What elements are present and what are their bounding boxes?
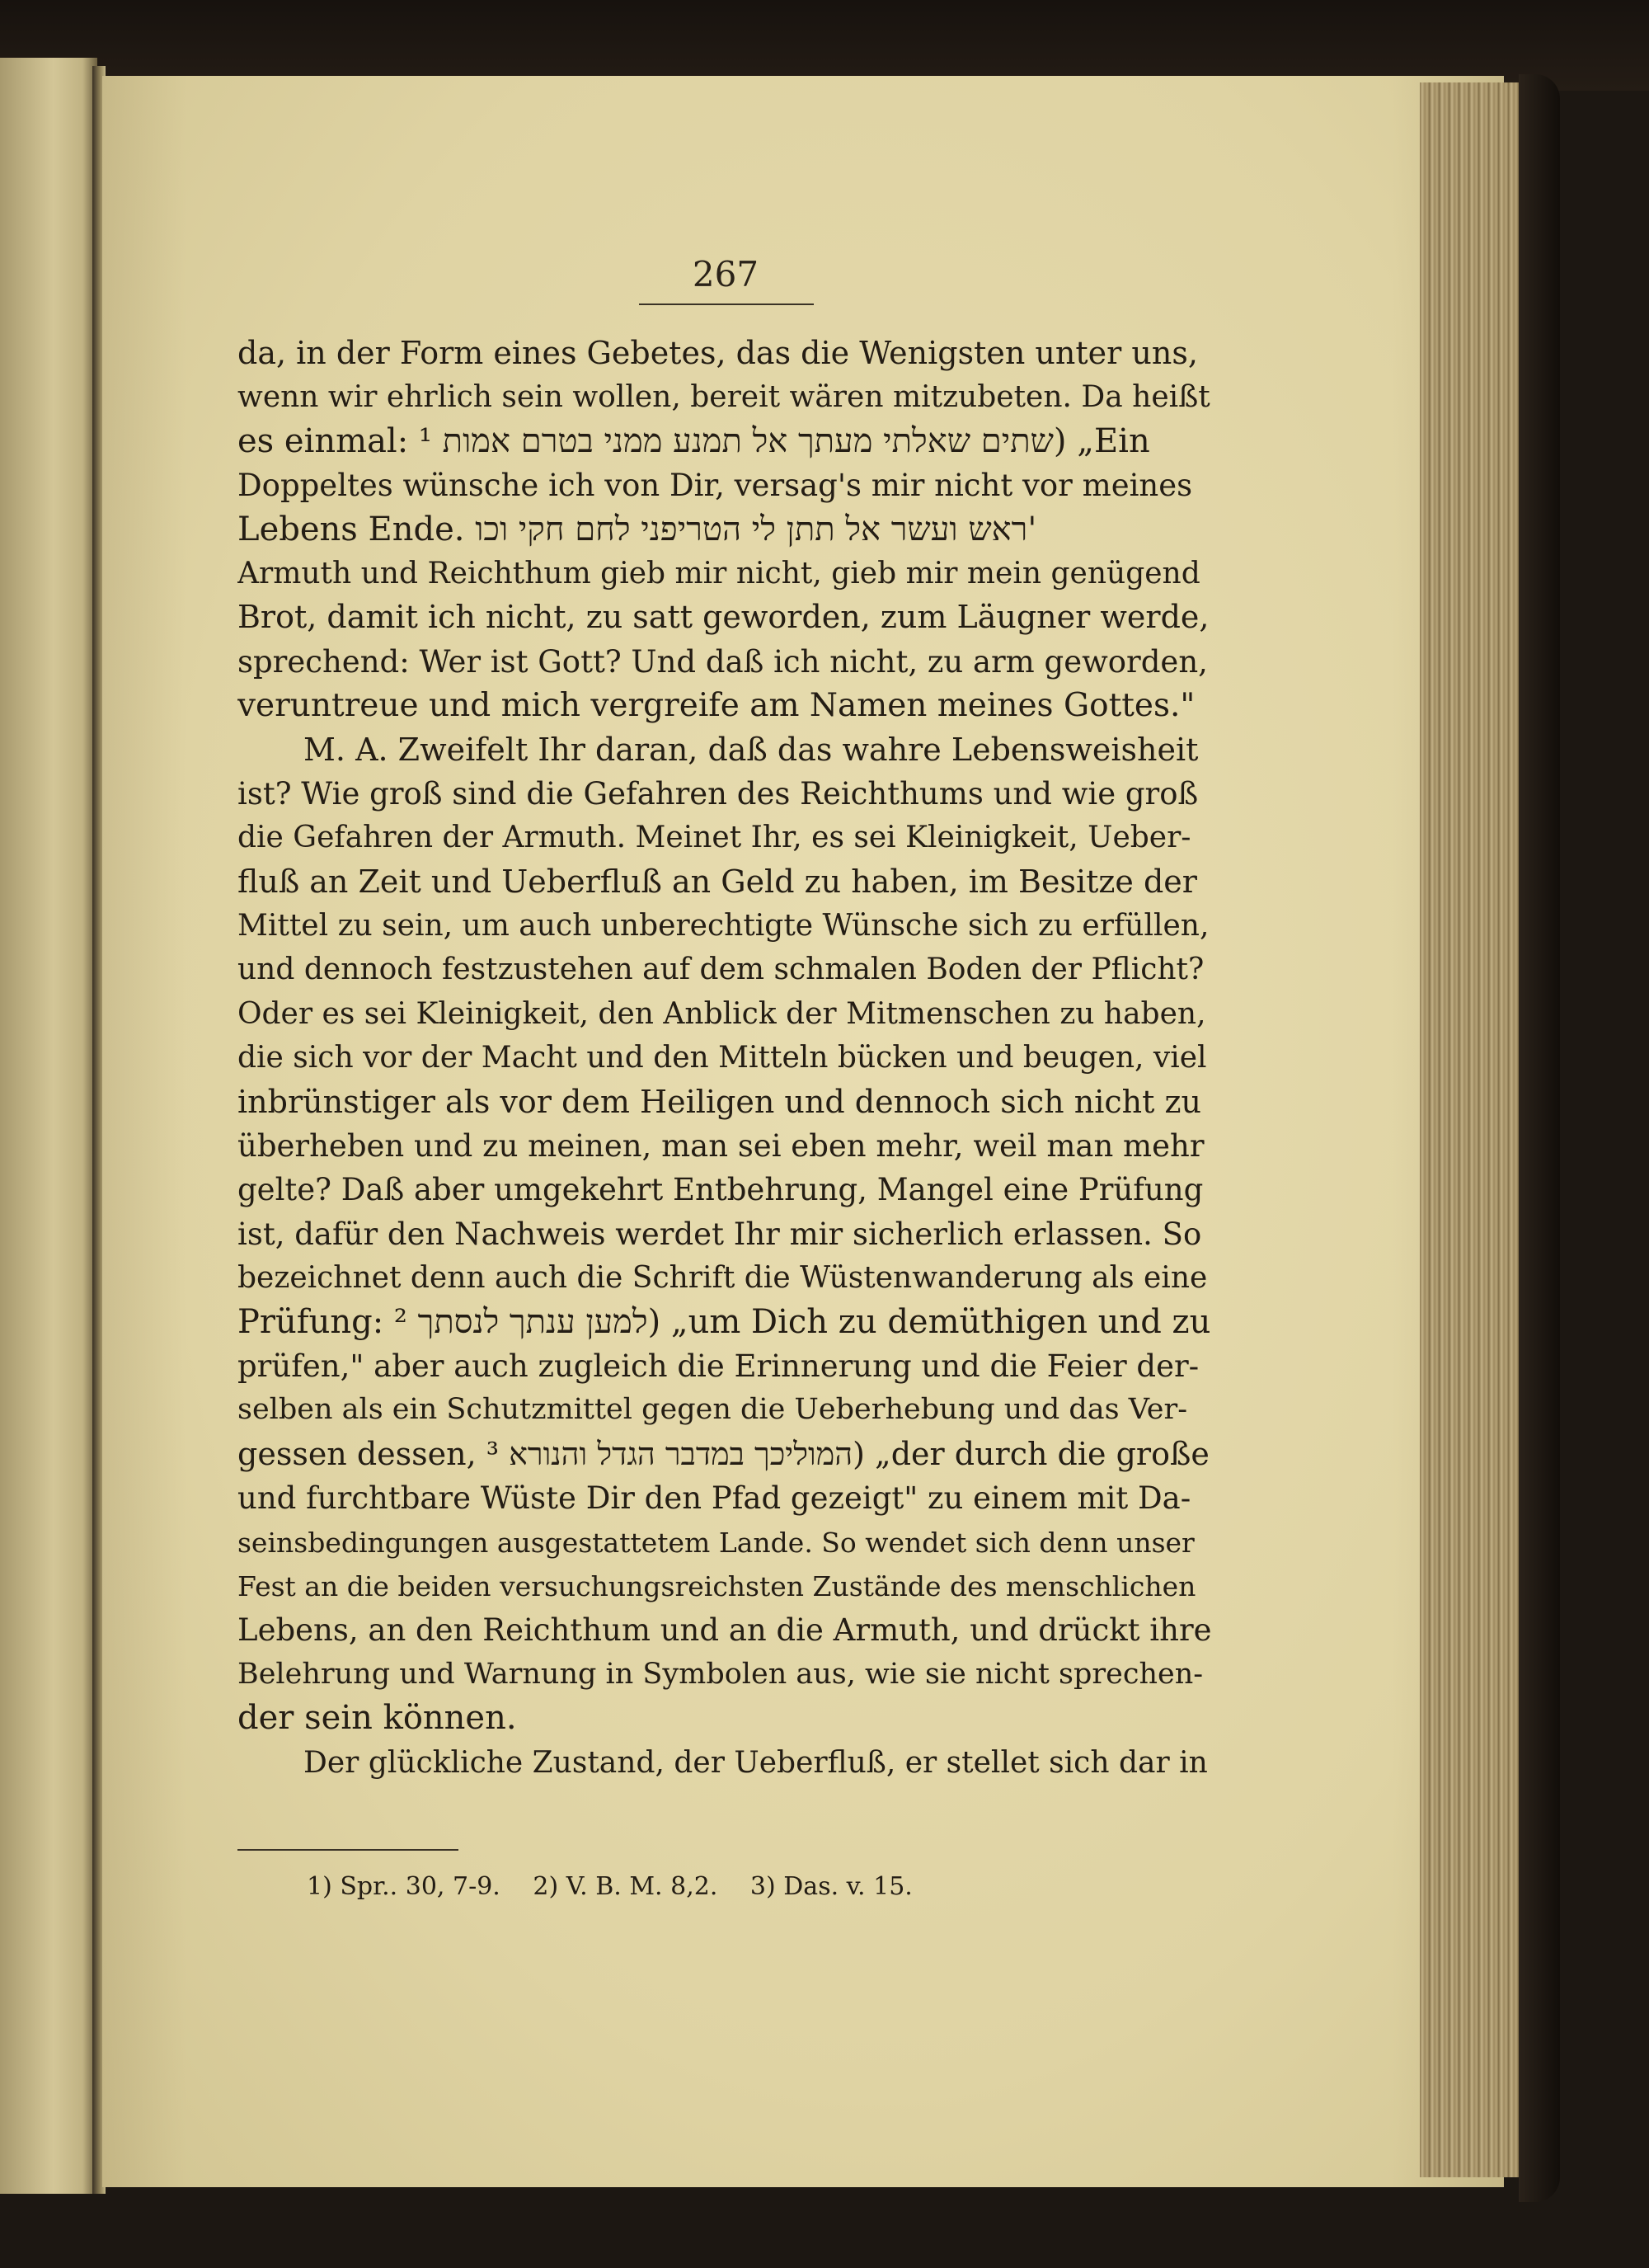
text-line: ist? Wie groß sind die Gefahren des Reichthums und wie groß [237,775,1199,812]
text-line: es einmal: שתים שאלתי מעתך אל תמנע ממני בטרם אמות ¹) „Ein [237,421,1150,460]
text-line: die Gefahren der Armuth. Meinet Ihr, es sei Kleinigkeit, Ueber- [237,821,1191,855]
text-line: seinsbedingungen ausgestattetem Lande. So wendet sich denn unser [237,1526,1195,1559]
text-line: wenn wir ehrlich sein wollen, bereit wären mitzubeten. Da heißt [237,380,1210,415]
footnote: 3) Das. v. 15. [749,1872,913,1901]
text-line: ist, dafür den Nachweis werdet Ihr mir sicherlich erlassen. So [237,1216,1202,1252]
text-line: fluß an Zeit und Ueberfluß an Geld zu haben, im Besitze der [237,863,1197,900]
body-text [237,332,1212,1785]
text-line: Belehrung und Warnung in Symbolen aus, wie sie nicht sprechen- [237,1657,1204,1691]
footnote: 2) V. B. M. 8,2. [533,1872,718,1901]
text-line: und dennoch festzustehen auf dem schmalen Boden der Pflicht? [237,953,1205,987]
text-line: und furchtbare Wüste Dir den Pfad gezeigt" zu einem mit Da- [237,1480,1191,1517]
text-line: Fest an die beiden versuchungsreichsten Zustände des menschlichen [237,1569,1196,1602]
text-line: Doppeltes wünsche ich von Dir, versag's mir nicht vor meines [237,468,1193,504]
page-number-rule [639,303,814,305]
text-line: Lebens, an den Reichthum und an die Armuth, und drückt ihre [237,1612,1212,1649]
text-line: Mittel zu sein, um auch unberechtigte Wünsche sich zu erfüllen, [237,909,1210,943]
text-line: Prüfung: למען ענתך לנסתך ²) „um Dich zu demüthigen und zu [237,1302,1211,1341]
page-number: 267 [692,254,759,294]
facing-page-edge [0,58,97,2194]
text-line: der sein können. [237,1699,517,1738]
text-line: Lebens Ende. ראש ועשר אל תתן לי הטריפני לחם חקי וכו' [237,510,1037,548]
paragraph-start-line: M. A. Zweifelt Ihr daran, daß das wahre Lebensweisheit [303,731,1199,768]
text-line: sprechend: Wer ist Gott? Und daß ich nicht, zu arm geworden, [237,643,1208,680]
text-line: inbrünstiger als vor dem Heiligen und dennoch sich nicht zu [237,1083,1201,1120]
text-line: gelte? Daß aber umgekehrt Entbehrung, Mangel eine Prüfung [237,1172,1204,1208]
text-line: überheben und zu meinen, man sei eben mehr, weil man mehr [237,1128,1205,1165]
text-line: bezeichnet denn auch die Schrift die Wüstenwanderung als eine [237,1261,1208,1296]
text-line: veruntreue und mich vergreife am Namen meines Gottes." [237,687,1196,725]
text-line: die sich vor der Macht und den Mitteln bücken und beugen, viel [237,1041,1207,1075]
book-cover-edge [1519,74,1560,2202]
page-edges [1420,82,1519,2177]
text-line: Armuth und Reichthum gieb mir nicht, gieb mir mein genügend [237,556,1200,591]
paragraph-start-line: Der glückliche Zustand, der Ueberfluß, er stellet sich dar in [303,1745,1208,1780]
footnote-rule [237,1849,458,1851]
text-line: da, in der Form eines Gebetes, das die Wenigsten unter uns, [237,335,1198,371]
text-line: gessen dessen, המוליכך במדבר הגדל והנורא ³) „der durch die große [237,1435,1210,1472]
footnotes [307,1872,1131,1901]
text-line: selben als ein Schutzmittel gegen die Ueberhebung und das Ver- [237,1393,1188,1427]
text-line: prüfen," aber auch zugleich die Erinnerung und die Feier der- [237,1348,1200,1384]
text-line: Oder es sei Kleinigkeit, den Anblick der Mitmenschen zu haben, [237,996,1206,1031]
text-line: Brot, damit ich nicht, zu satt geworden, zum Läugner werde, [237,599,1210,636]
footnote: 1) Spr.. 30, 7-9. [307,1872,500,1901]
